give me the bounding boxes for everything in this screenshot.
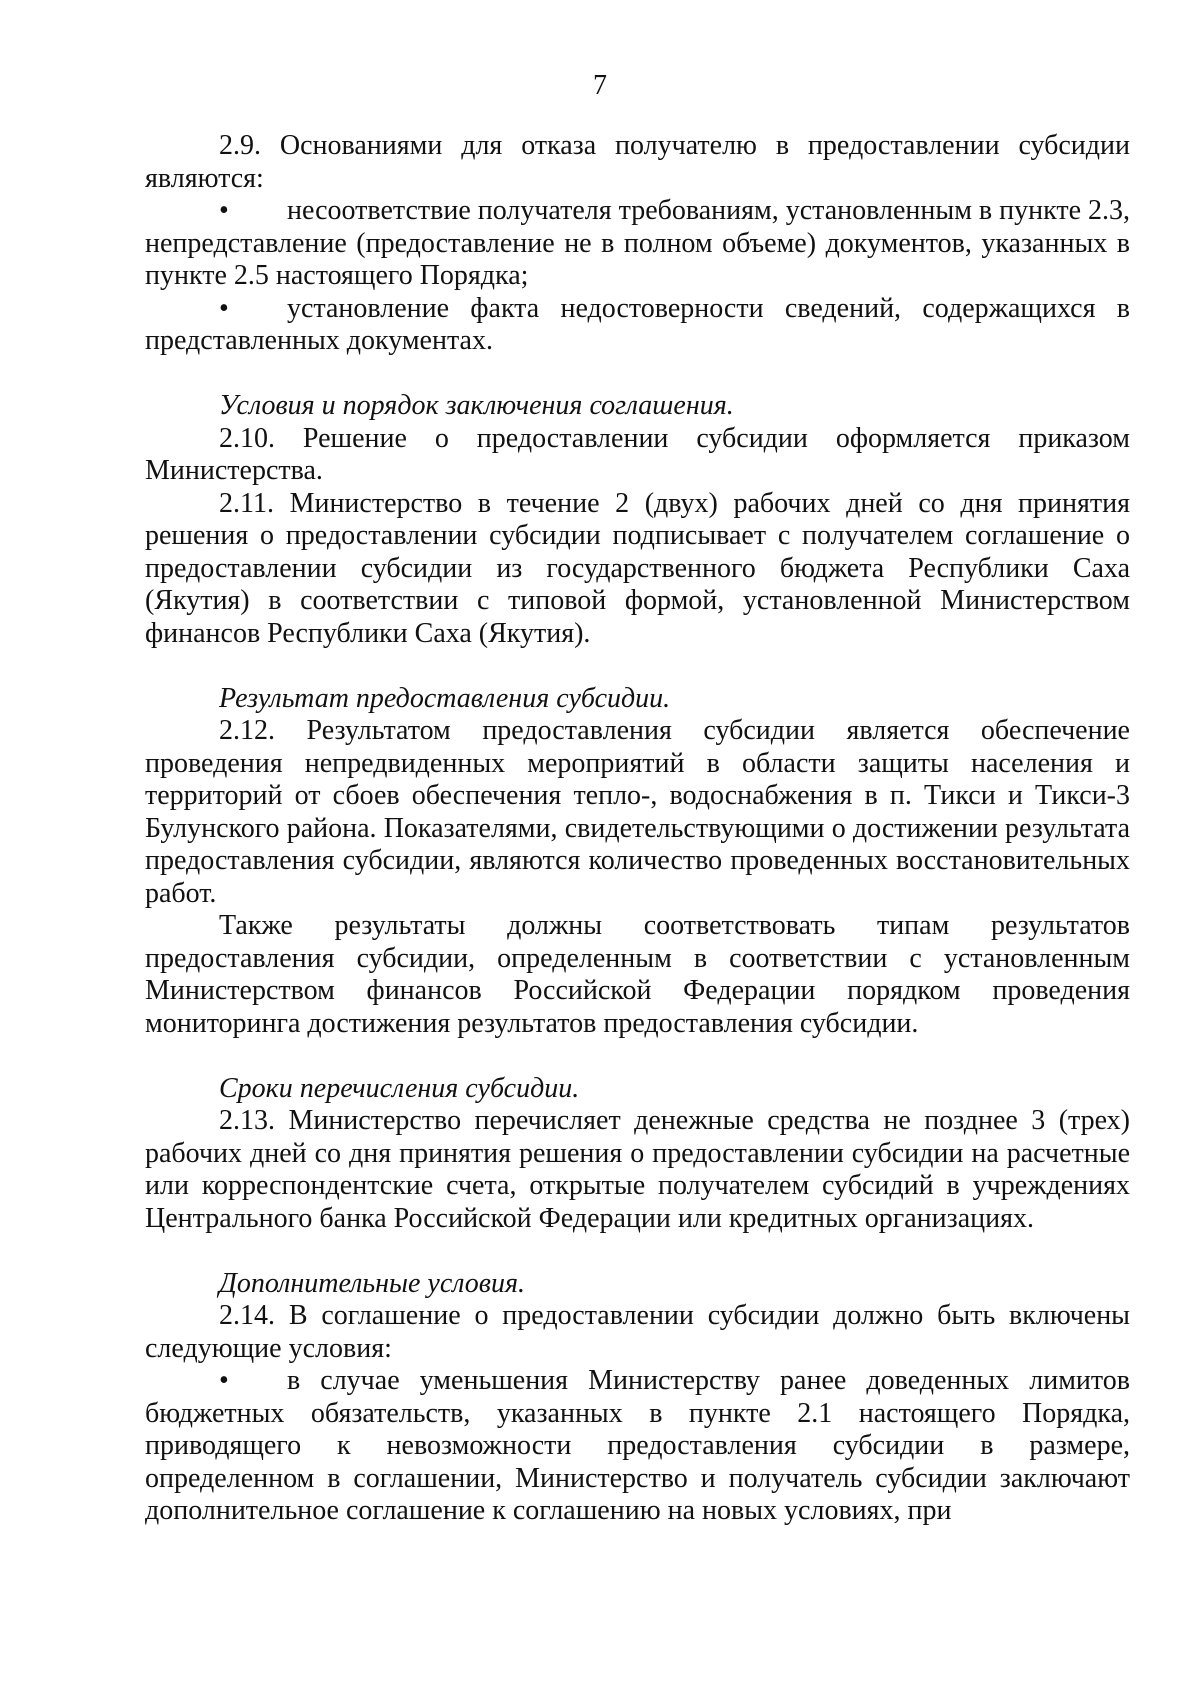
- paragraph-2-9: 2.9. Основаниями для отказа получателю в предоставлении субсидии являются:: [145, 130, 1130, 194]
- section-heading-result: Результат предоставления субсидии.: [219, 682, 671, 714]
- bullet-text: в случае уменьшения Министерству ранее доведенных лимитов бюджетных обязательств, указанных в пункте 2.1 настоящего Порядка, приводящего к невозможности предоставления субсидии в размере, определенном в соглашении, Министерство и получатель субсидии заключают дополнительное соглашение к соглашению на новых условиях, при: [145, 1365, 1130, 1526]
- bullet-item: [145, 293, 1130, 358]
- section-heading-agreement: Условия и порядок заключения соглашения.: [219, 390, 734, 421]
- section-heading-additional: Дополнительные условия.: [219, 1267, 525, 1299]
- paragraph-2-10: 2.10. Решение о предоставлении субсидии оформляется приказом Министерства.: [145, 422, 1130, 486]
- section-heading-terms: Сроки перечисления субсидии.: [219, 1072, 580, 1104]
- page-number: 7: [593, 70, 607, 101]
- paragraph-2-11: 2.11. Министерство в течение 2 (двух) рабочих дней со дня принятия решения о предоставлении субсидии подписывает с получателем соглашение о предоставлении субсидии из государственного бюджета Республики Саха (Якутия) в соответствии с типовой формой, установленной Министерством финансов Республики Саха (Якутия).: [145, 487, 1130, 649]
- paragraph-2-12-continued: Также результаты должны соответствовать типам результатов предоставления субсидии, определенным в соответствии с установленным Министерством финансов Российской Федерации порядком проведения мониторинга достижения результатов предоставления субсидии.: [145, 910, 1130, 1039]
- bullet-item: [145, 1365, 1130, 1528]
- paragraph-2-12: 2.12. Результатом предоставления субсидии является обеспечение проведения непредвиденных мероприятий в области защиты населения и территорий от сбоев обеспечения тепло-, водоснабжения в п. Тикси и Тикси-3 Булунского района. Показателями, свидетельствующими о достижении результата предоставления субсидии, являются количество проведенных восстановительных работ.: [145, 715, 1130, 909]
- bullet-icon: •: [219, 1365, 229, 1396]
- bullet-item: [145, 195, 1130, 293]
- bullet-icon: •: [219, 292, 229, 324]
- bullet-text: установление факта недостоверности сведений, содержащихся в представленных документах.: [145, 292, 1130, 356]
- paragraph-2-13: 2.13. Министерство перечисляет денежные средства не позднее 3 (трех) рабочих дней со дня принятия решения о предоставлении субсидии на расчетные или корреспондентские счета, открытые получателем субсидий в учреждениях Центрального банка Российской Федерации или кредитных организациях.: [145, 1105, 1130, 1234]
- document-body: [145, 130, 1130, 1528]
- bullet-icon: •: [219, 195, 229, 226]
- bullet-text: несоответствие получателя требованиям, установленным в пункте 2.3, непредставление (предоставление не в полном объеме) документов, указанных в пункте 2.5 настоящего Порядка;: [145, 195, 1131, 291]
- paragraph-2-14: 2.14. В соглашение о предоставлении субсидии должно быть включены следующие условия:: [145, 1300, 1130, 1364]
